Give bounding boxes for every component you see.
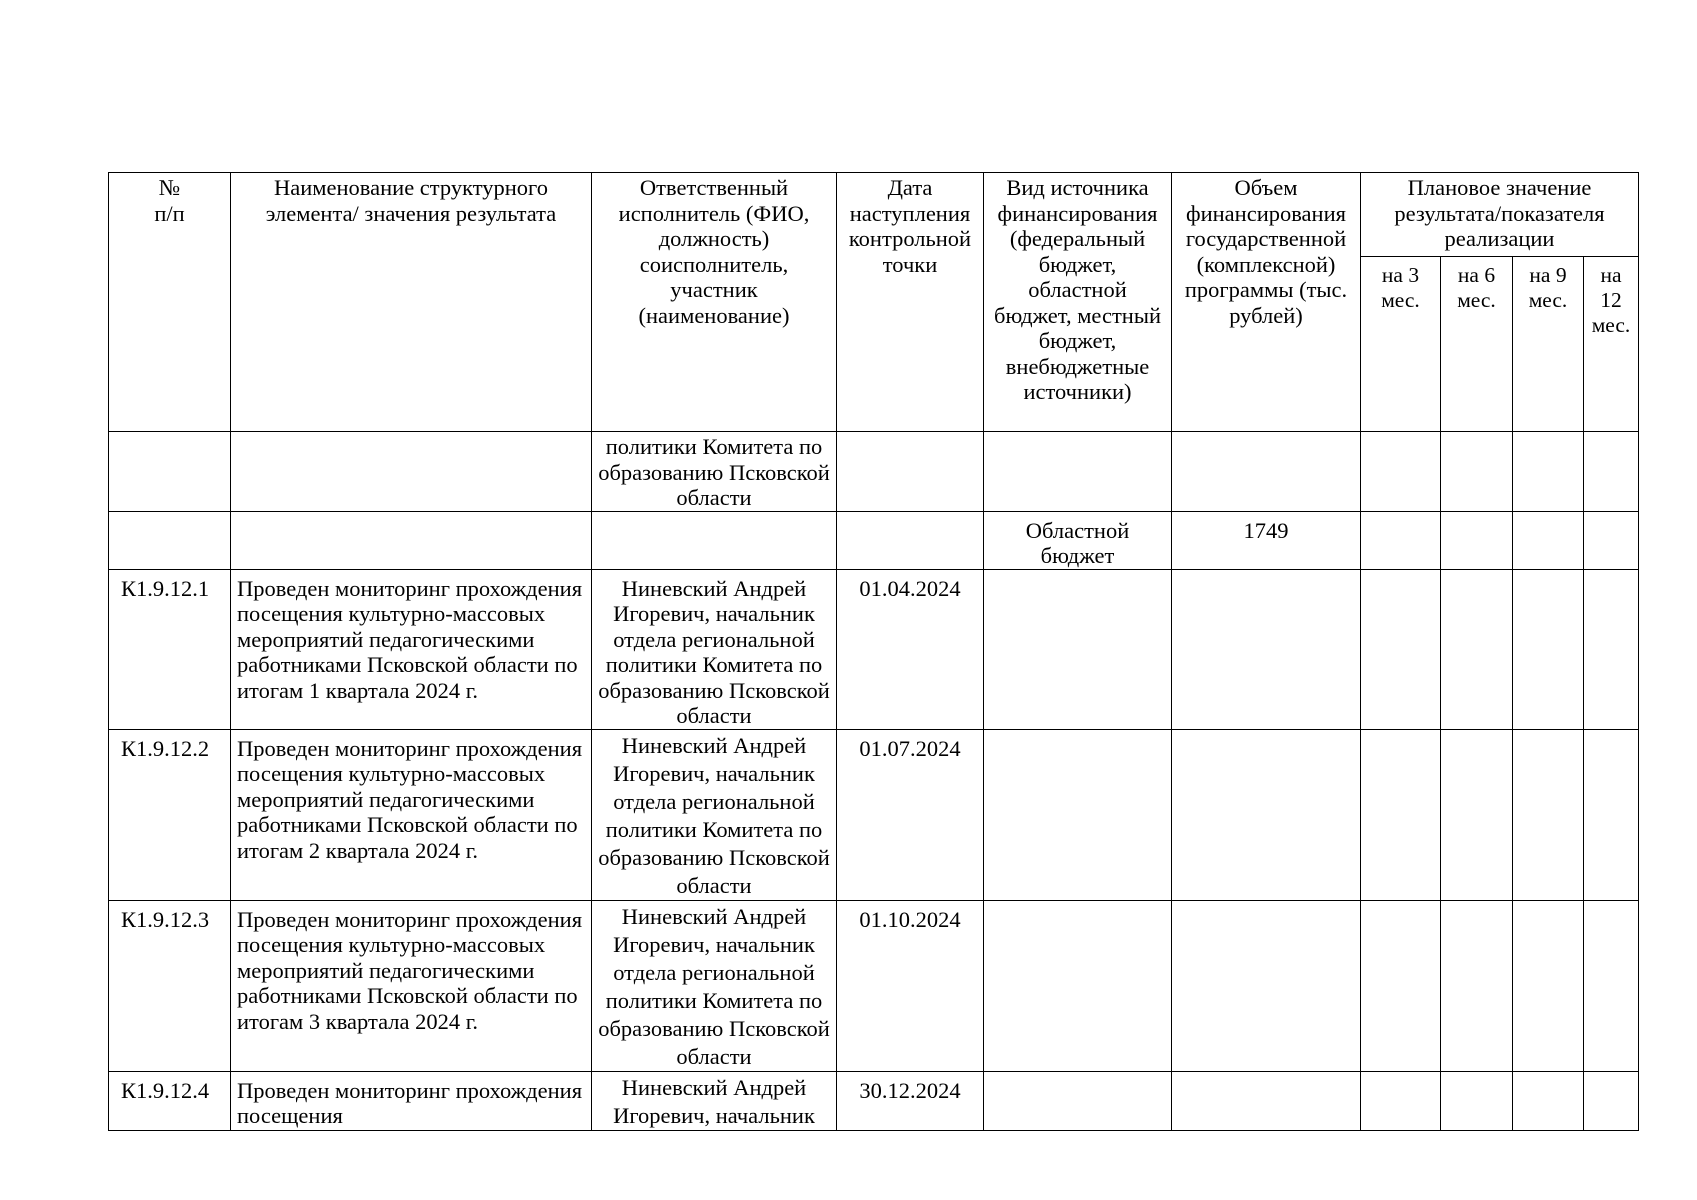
cell-responsible: политики Комитета по образованию Псковской области (592, 432, 837, 512)
header-volume: Объем финансирования государственной (комплексной) программы (тыс. рублей) (1172, 173, 1361, 432)
cell-m6 (1441, 511, 1513, 569)
cell-volume (1172, 1071, 1361, 1130)
cell-m12 (1584, 729, 1639, 900)
cell-m9 (1513, 1071, 1584, 1130)
header-m9: на 9 мес. (1513, 257, 1584, 432)
cell-m6 (1441, 1071, 1513, 1130)
cell-source (984, 900, 1172, 1071)
table-row (109, 511, 1639, 569)
cell-m12 (1584, 1071, 1639, 1130)
cell-date: 01.04.2024 (837, 569, 984, 729)
cell-volume (1172, 432, 1361, 512)
cell-date: 30.12.2024 (837, 1071, 984, 1130)
header-responsible: Ответственный исполнитель (ФИО, должность) соисполнитель, участник (наименование) (592, 173, 837, 432)
cell-source (984, 729, 1172, 900)
cell-m9 (1513, 432, 1584, 512)
table-row (109, 729, 1639, 900)
cell-source (984, 569, 1172, 729)
cell-responsible: Нинeвский Андрей Игоревич, начальник отдела региональной политики Комитета по образованию Псковской области (592, 729, 837, 900)
header-row (109, 173, 1639, 257)
cell-m3 (1361, 432, 1441, 512)
cell-name: Проведен мониторинг прохождения посещения культурно-массовых мероприятий педагогическими работниками Псковской области по итогам 1 квартала 2024 г. (231, 569, 592, 729)
cell-m12 (1584, 511, 1639, 569)
cell-name (231, 511, 592, 569)
cell-m9 (1513, 511, 1584, 569)
cell-num: К1.9.12.3 (109, 900, 231, 1071)
cell-date (837, 432, 984, 512)
cell-m9 (1513, 729, 1584, 900)
cell-volume (1172, 569, 1361, 729)
table-row (109, 432, 1639, 512)
cell-m3 (1361, 729, 1441, 900)
cell-num: К1.9.12.4 (109, 1071, 231, 1130)
cell-m3 (1361, 569, 1441, 729)
cell-m3 (1361, 1071, 1441, 1130)
cell-m6 (1441, 729, 1513, 900)
header-source: Вид источника финансирования (федеральный бюджет, областной бюджет, местный бюджет, внебюджетные источники) (984, 173, 1172, 432)
cell-name: Проведен мониторинг прохождения посещения (231, 1071, 592, 1130)
cell-m6 (1441, 900, 1513, 1071)
cell-m6 (1441, 569, 1513, 729)
cell-responsible: Нинeвский Андрей Игоревич, начальник отдела региональной политики Комитета по образованию Псковской области (592, 569, 837, 729)
cell-volume: 1749 (1172, 511, 1361, 569)
cell-responsible (592, 511, 837, 569)
header-date: Дата наступления контрольной точки (837, 173, 984, 432)
cell-volume (1172, 729, 1361, 900)
cell-m9 (1513, 569, 1584, 729)
cell-date (837, 511, 984, 569)
cell-m9 (1513, 900, 1584, 1071)
header-name: Наименование структурного элемента/ значения результата (231, 173, 592, 432)
header-m3: на 3 мес. (1361, 257, 1441, 432)
cell-num (109, 432, 231, 512)
cell-responsible: Нинeвский Андрей Игоревич, начальник (592, 1071, 837, 1130)
cell-date: 01.10.2024 (837, 900, 984, 1071)
cell-m12 (1584, 900, 1639, 1071)
cell-num (109, 511, 231, 569)
cell-date: 01.07.2024 (837, 729, 984, 900)
cell-m3 (1361, 511, 1441, 569)
cell-volume (1172, 900, 1361, 1071)
cell-name: Проведен мониторинг прохождения посещения культурно-массовых мероприятий педагогическими работниками Псковской области по итогам 3 квартала 2024 г. (231, 900, 592, 1071)
header-num: № п/п (109, 173, 231, 432)
cell-name: Проведен мониторинг прохождения посещения культурно-массовых мероприятий педагогическими работниками Псковской области по итогам 2 квартала 2024 г. (231, 729, 592, 900)
header-planned: Плановое значение результата/показателя реализации (1361, 173, 1639, 257)
cell-m3 (1361, 900, 1441, 1071)
header-m6: на 6 мес. (1441, 257, 1513, 432)
cell-responsible: Нинeвский Андрей Игоревич, начальник отдела региональной политики Комитета по образованию Псковской области (592, 900, 837, 1071)
table-row (109, 900, 1639, 1071)
cell-num: К1.9.12.1 (109, 569, 231, 729)
cell-m6 (1441, 432, 1513, 512)
cell-m12 (1584, 569, 1639, 729)
table-row (109, 569, 1639, 729)
header-m12: на 12 мес. (1584, 257, 1639, 432)
cell-num: К1.9.12.2 (109, 729, 231, 900)
cell-source (984, 432, 1172, 512)
cell-m12 (1584, 432, 1639, 512)
cell-source: Областной бюджет (984, 511, 1172, 569)
table-row (109, 1071, 1639, 1130)
plan-table (108, 172, 1639, 1131)
cell-name (231, 432, 592, 512)
cell-source (984, 1071, 1172, 1130)
